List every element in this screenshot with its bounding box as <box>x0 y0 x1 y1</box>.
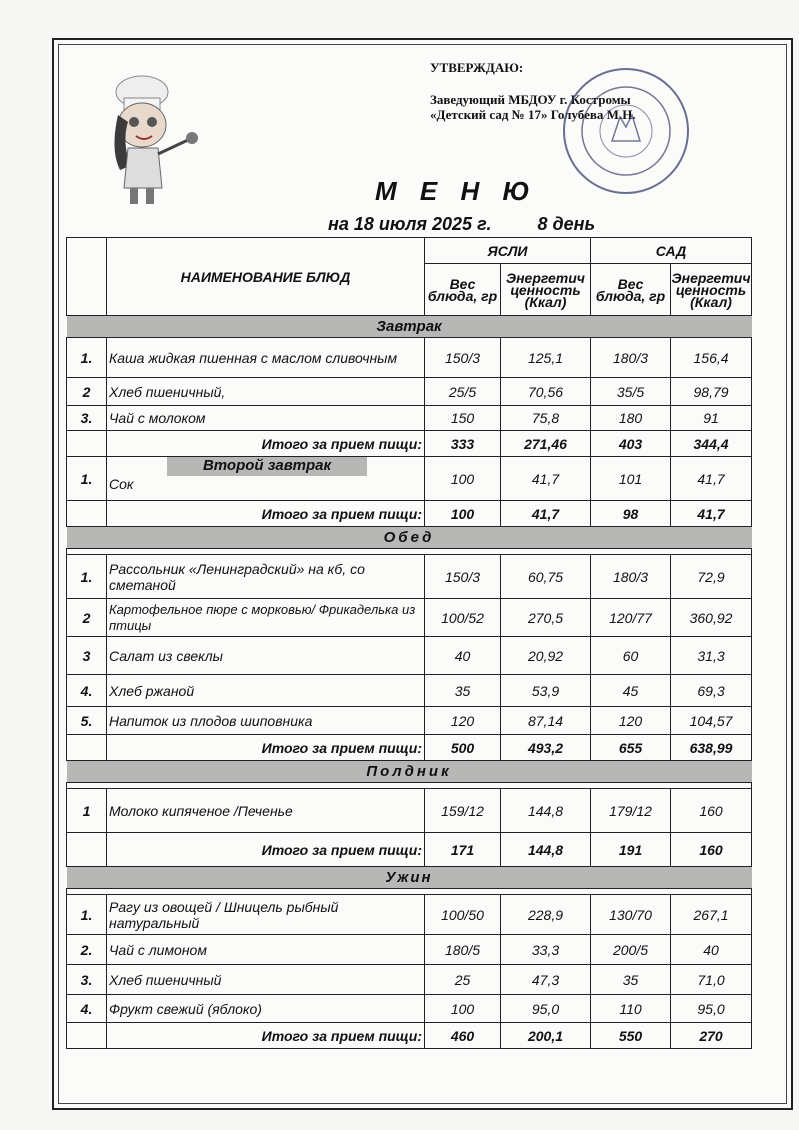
weight-nursery: 159/12 <box>425 789 501 833</box>
section-header <box>67 867 752 889</box>
weight-kindergarten: 35 <box>591 965 671 995</box>
dish-name: Рассольник «Ленинградский» на кб, со сметаной <box>107 555 425 599</box>
section-header <box>67 761 752 783</box>
energy-kindergarten: 360,92 <box>671 599 752 637</box>
total-label: Итого за прием пищи: <box>107 833 425 867</box>
dish-name: Молоко кипяченое /Печенье <box>107 789 425 833</box>
total-weight-nursery: 460 <box>425 1023 501 1049</box>
weight-nursery: 25/5 <box>425 378 501 406</box>
weight-nursery: 150 <box>425 406 501 431</box>
table-row <box>67 789 752 833</box>
total-row <box>67 501 752 527</box>
table-row <box>67 965 752 995</box>
table-row <box>67 707 752 735</box>
dish-name: Напиток из плодов шиповника <box>107 707 425 735</box>
energy-kindergarten: 98,79 <box>671 378 752 406</box>
energy-kindergarten: 40 <box>671 935 752 965</box>
weight-kindergarten: 200/5 <box>591 935 671 965</box>
dish-name: Рагу из овощей / Шницель рыбный натуральный <box>107 895 425 935</box>
page-title: М Е Н Ю <box>375 176 538 206</box>
header-group-nursery: ЯСЛИ <box>425 238 591 264</box>
total-weight-kindergarten: 403 <box>591 431 671 457</box>
row-num: 2 <box>67 599 107 637</box>
section-header <box>67 527 752 549</box>
table-row <box>67 935 752 965</box>
energy-nursery: 47,3 <box>501 965 591 995</box>
menu-date: на 18 июля 2025 г. <box>328 214 492 234</box>
energy-nursery: 53,9 <box>501 675 591 707</box>
table-row <box>67 555 752 599</box>
row-num: 1. <box>67 457 107 501</box>
section-title-breakfast: Завтрак <box>67 316 752 338</box>
total-weight-nursery: 171 <box>425 833 501 867</box>
total-row <box>67 833 752 867</box>
row-num: 5. <box>67 707 107 735</box>
energy-kindergarten: 72,9 <box>671 555 752 599</box>
dish-name: Хлеб пшеничный, <box>107 378 425 406</box>
energy-kindergarten: 91 <box>671 406 752 431</box>
weight-kindergarten: 180 <box>591 406 671 431</box>
total-energy-kindergarten: 160 <box>671 833 752 867</box>
weight-kindergarten: 35/5 <box>591 378 671 406</box>
weight-kindergarten: 101 <box>591 457 671 501</box>
dish-name: Фрукт свежий (яблоко) <box>107 995 425 1023</box>
energy-nursery: 41,7 <box>501 457 591 501</box>
dish-name: Хлеб пшеничный <box>107 965 425 995</box>
total-weight-nursery: 500 <box>425 735 501 761</box>
total-energy-nursery: 493,2 <box>501 735 591 761</box>
section-title-dinner: Ужин <box>67 867 752 889</box>
table-row <box>67 675 752 707</box>
total-label: Итого за прием пищи: <box>107 735 425 761</box>
weight-nursery: 100/52 <box>425 599 501 637</box>
section-title-snack: Полдник <box>67 761 752 783</box>
total-row <box>67 735 752 761</box>
table-row <box>67 895 752 935</box>
table-row <box>67 637 752 675</box>
energy-nursery: 60,75 <box>501 555 591 599</box>
header-row-1 <box>67 238 752 264</box>
total-energy-kindergarten: 638,99 <box>671 735 752 761</box>
section-header <box>67 316 752 338</box>
weight-nursery: 100 <box>425 995 501 1023</box>
total-energy-kindergarten: 270 <box>671 1023 752 1049</box>
weight-nursery: 100/50 <box>425 895 501 935</box>
row-num: 3. <box>67 406 107 431</box>
official-stamp <box>560 65 692 197</box>
energy-kindergarten: 104,57 <box>671 707 752 735</box>
weight-kindergarten: 180/3 <box>591 338 671 378</box>
header-weight: Вес блюда, гр <box>591 264 671 316</box>
energy-kindergarten: 69,3 <box>671 675 752 707</box>
weight-nursery: 40 <box>425 637 501 675</box>
header-energy: Энергетич ценность (Ккал) <box>501 264 591 316</box>
total-energy-nursery: 41,7 <box>501 501 591 527</box>
weight-nursery: 180/5 <box>425 935 501 965</box>
weight-kindergarten: 110 <box>591 995 671 1023</box>
approval-line-1: Заведующий МБДОУ г. Костромы <box>430 92 631 107</box>
header-group-kindergarten: САД <box>591 238 752 264</box>
weight-kindergarten: 180/3 <box>591 555 671 599</box>
energy-nursery: 270,5 <box>501 599 591 637</box>
table-row <box>67 406 752 431</box>
dish-name: Сок <box>109 476 134 492</box>
row-num: 2 <box>67 378 107 406</box>
section-title-lunch: Обед <box>67 527 752 549</box>
weight-nursery: 150/3 <box>425 555 501 599</box>
total-weight-kindergarten: 550 <box>591 1023 671 1049</box>
total-row <box>67 431 752 457</box>
header-name: НАИМЕНОВАНИЕ БЛЮД <box>107 238 425 316</box>
energy-nursery: 125,1 <box>501 338 591 378</box>
energy-kindergarten: 41,7 <box>671 457 752 501</box>
table-row <box>67 378 752 406</box>
total-weight-kindergarten: 655 <box>591 735 671 761</box>
dish-name: Картофельное пюре с морковью/ Фрикаделька из птицы <box>107 599 425 637</box>
row-num: 3. <box>67 965 107 995</box>
chef-girl-illustration <box>100 70 210 210</box>
weight-nursery: 100 <box>425 457 501 501</box>
total-weight-kindergarten: 191 <box>591 833 671 867</box>
dish-name: Хлеб ржаной <box>107 675 425 707</box>
section-title-second-breakfast: Второй завтрак <box>167 457 367 477</box>
energy-nursery: 144,8 <box>501 789 591 833</box>
table-row <box>67 457 752 501</box>
total-label: Итого за прием пищи: <box>107 431 425 457</box>
header-energy: Энергетич ценность (Ккал) <box>671 264 752 316</box>
energy-nursery: 70,56 <box>501 378 591 406</box>
total-energy-nursery: 200,1 <box>501 1023 591 1049</box>
total-label: Итого за прием пищи: <box>107 501 425 527</box>
total-weight-kindergarten: 98 <box>591 501 671 527</box>
total-weight-nursery: 333 <box>425 431 501 457</box>
total-energy-nursery: 271,46 <box>501 431 591 457</box>
energy-nursery: 228,9 <box>501 895 591 935</box>
dish-name: Чай с молоком <box>107 406 425 431</box>
weight-kindergarten: 120/77 <box>591 599 671 637</box>
energy-kindergarten: 31,3 <box>671 637 752 675</box>
energy-kindergarten: 267,1 <box>671 895 752 935</box>
energy-kindergarten: 95,0 <box>671 995 752 1023</box>
total-weight-nursery: 100 <box>425 501 501 527</box>
page-subtitle <box>328 214 595 235</box>
energy-nursery: 20,92 <box>501 637 591 675</box>
energy-kindergarten: 71,0 <box>671 965 752 995</box>
row-num: 3 <box>67 637 107 675</box>
header-weight: Вес блюда, гр <box>425 264 501 316</box>
weight-kindergarten: 60 <box>591 637 671 675</box>
row-num: 2. <box>67 935 107 965</box>
energy-nursery: 75,8 <box>501 406 591 431</box>
total-row <box>67 1023 752 1049</box>
row-num: 4. <box>67 675 107 707</box>
energy-kindergarten: 156,4 <box>671 338 752 378</box>
total-label: Итого за прием пищи: <box>107 1023 425 1049</box>
weight-nursery: 25 <box>425 965 501 995</box>
total-energy-kindergarten: 344,4 <box>671 431 752 457</box>
weight-kindergarten: 45 <box>591 675 671 707</box>
energy-kindergarten: 160 <box>671 789 752 833</box>
weight-kindergarten: 130/70 <box>591 895 671 935</box>
dish-name: Чай с лимоном <box>107 935 425 965</box>
total-energy-nursery: 144,8 <box>501 833 591 867</box>
menu-day: 8 день <box>537 214 596 234</box>
energy-nursery: 33,3 <box>501 935 591 965</box>
weight-nursery: 35 <box>425 675 501 707</box>
row-num: 4. <box>67 995 107 1023</box>
weight-kindergarten: 179/12 <box>591 789 671 833</box>
row-num: 1. <box>67 338 107 378</box>
approval-line-2: «Детский сад № 17» Голубева М.Н. <box>430 107 636 122</box>
weight-nursery: 120 <box>425 707 501 735</box>
dish-name: Каша жидкая пшенная с маслом сливочным <box>107 338 425 378</box>
menu-table <box>66 237 752 1049</box>
row-num: 1. <box>67 555 107 599</box>
weight-nursery: 150/3 <box>425 338 501 378</box>
table-row <box>67 599 752 637</box>
dish-name: Салат из свеклы <box>107 637 425 675</box>
row-num: 1 <box>67 789 107 833</box>
energy-nursery: 95,0 <box>501 995 591 1023</box>
row-num: 1. <box>67 895 107 935</box>
total-energy-kindergarten: 41,7 <box>671 501 752 527</box>
energy-nursery: 87,14 <box>501 707 591 735</box>
approval-heading: УТВЕРЖДАЮ: <box>430 60 524 75</box>
table-row <box>67 995 752 1023</box>
weight-kindergarten: 120 <box>591 707 671 735</box>
table-row <box>67 338 752 378</box>
